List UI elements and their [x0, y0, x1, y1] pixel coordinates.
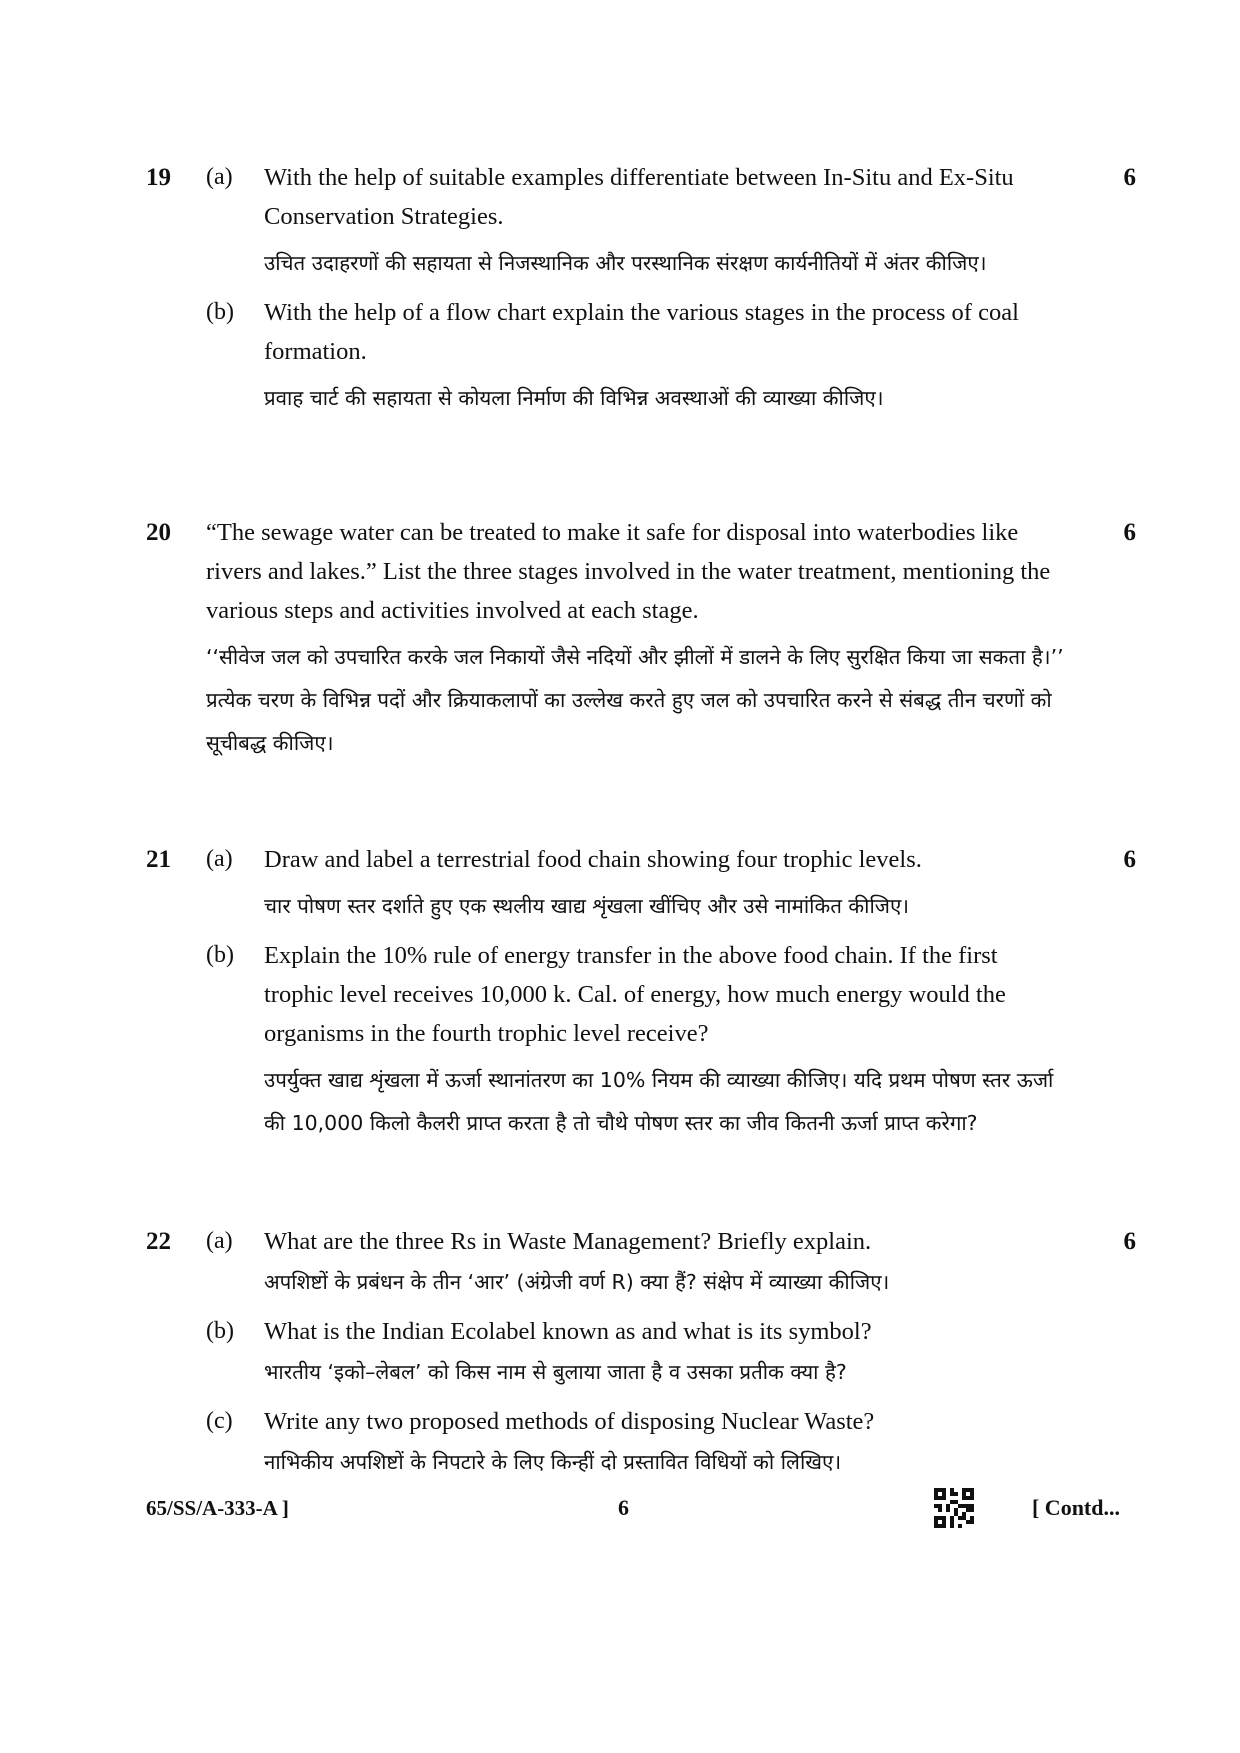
part-label: (a) — [206, 846, 233, 872]
english-text: What are the three Rs in Waste Management? Briefly explain. — [264, 1228, 872, 1255]
english-text: Write any two proposed methods of disposing Nuclear Waste? — [264, 1408, 875, 1435]
english-text: With the help of suitable examples differentiate between In-Situ and Ex-Situ Conservation Strategies. — [264, 164, 1014, 230]
question-marks: 6 — [1123, 519, 1136, 546]
hindi-text: चार पोषण स्तर दर्शाते हुए एक स्थलीय खाद्य शृंखला खींचिए और उसे नामांकित कीजिए। — [264, 894, 910, 918]
page-footer — [146, 1488, 1120, 1528]
hindi-text: उचित उदाहरणों की सहायता से निजस्थानिक और परस्थानिक संरक्षण कार्यनीतियों में अंतर कीजिए। — [264, 251, 987, 275]
question-20 — [146, 513, 1136, 773]
hindi-text: नाभिकीय अपशिष्टों के निपटारे के लिए किन्हीं दो प्रस्तावित विधियों को लिखिए। — [264, 1450, 842, 1474]
english-text: What is the Indian Ecolabel known as and what is its symbol? — [264, 1318, 872, 1345]
question-marks: 6 — [1123, 1228, 1136, 1255]
hindi-text: अपशिष्टों के प्रबंधन के तीन ‘आर’ (अंग्रेजी वर्ण R) क्या हैं? संक्षेप में व्याख्या कीजिए। — [264, 1270, 890, 1294]
question-marks: 6 — [1123, 846, 1136, 873]
question-number: 20 — [146, 519, 171, 546]
question-marks: 6 — [1123, 164, 1136, 191]
part-label: (b) — [206, 1318, 234, 1344]
question-21 — [146, 840, 1136, 1153]
hindi-text: प्रवाह चार्ट की सहायता से कोयला निर्माण की विभिन्न अवस्थाओं की व्याख्या कीजिए। — [264, 386, 884, 410]
question-22 — [146, 1222, 1136, 1492]
question-part-c — [146, 1402, 1136, 1484]
question-body — [146, 513, 1136, 765]
question-part-a — [146, 158, 1136, 285]
english-text: Explain the 10% rule of energy transfer in the above food chain. If the first trophic level receives 10,000 k. Cal. of energy, how much energy would the organisms in the fourth trophic level receive? — [264, 942, 1006, 1047]
hindi-text: भारतीय ‘इको–लेबल’ को किस नाम से बुलाया जाता है व उसका प्रतीक क्या है? — [264, 1360, 847, 1384]
hindi-text: ‘‘सीवेज जल को उपचारित करके जल निकायों जैसे नदियों और झीलों में डालने के लिए सुरक्षित किया जा सकता है।’’ प्रत्येक चरण के विभिन्न पदों और क्रियाकलापों का उल्लेख करते हुए जल को उपचारित करने से संबद्ध तीन चरणों को सूचीबद्ध कीजिए। — [206, 645, 1064, 755]
page-number: 6 — [618, 1495, 629, 1520]
part-label: (b) — [206, 942, 234, 968]
question-number: 19 — [146, 164, 171, 191]
continued-label: [ Contd... — [1031, 1495, 1120, 1520]
part-label: (c) — [206, 1408, 233, 1434]
part-label: (a) — [206, 1228, 233, 1254]
question-19 — [146, 158, 1136, 428]
qr-code-icon — [934, 1488, 974, 1528]
question-part-a — [146, 1222, 1136, 1304]
part-label: (a) — [206, 164, 233, 190]
english-text: Draw and label a terrestrial food chain showing four trophic levels. — [264, 846, 922, 873]
english-text: “The sewage water can be treated to make it safe for disposal into waterbodies like rivers and lakes.” List the three stages involved in the water treatment, mentioning the various steps and activities involved at each stage. — [206, 519, 1051, 624]
question-number: 22 — [146, 1228, 171, 1255]
hindi-text: उपर्युक्त खाद्य शृंखला में ऊर्जा स्थानांतरण का 10% नियम की व्याख्या कीजिए। यदि प्रथम पोषण स्तर ऊर्जा की 10,000 किलो कैलरी प्राप्त करता है तो चौथे पोषण स्तर का जीव कितनी ऊर्जा प्राप्त करेगा? — [264, 1068, 1054, 1135]
question-number: 21 — [146, 846, 171, 873]
paper-code: 65/SS/A-333-A ] — [146, 1496, 289, 1520]
question-part-a — [146, 840, 1136, 928]
question-part-b — [146, 1312, 1136, 1394]
question-part-b — [146, 936, 1136, 1145]
question-part-b — [146, 293, 1136, 420]
part-label: (b) — [206, 299, 234, 325]
english-text: With the help of a flow chart explain the various stages in the process of coal formation. — [264, 299, 1019, 365]
